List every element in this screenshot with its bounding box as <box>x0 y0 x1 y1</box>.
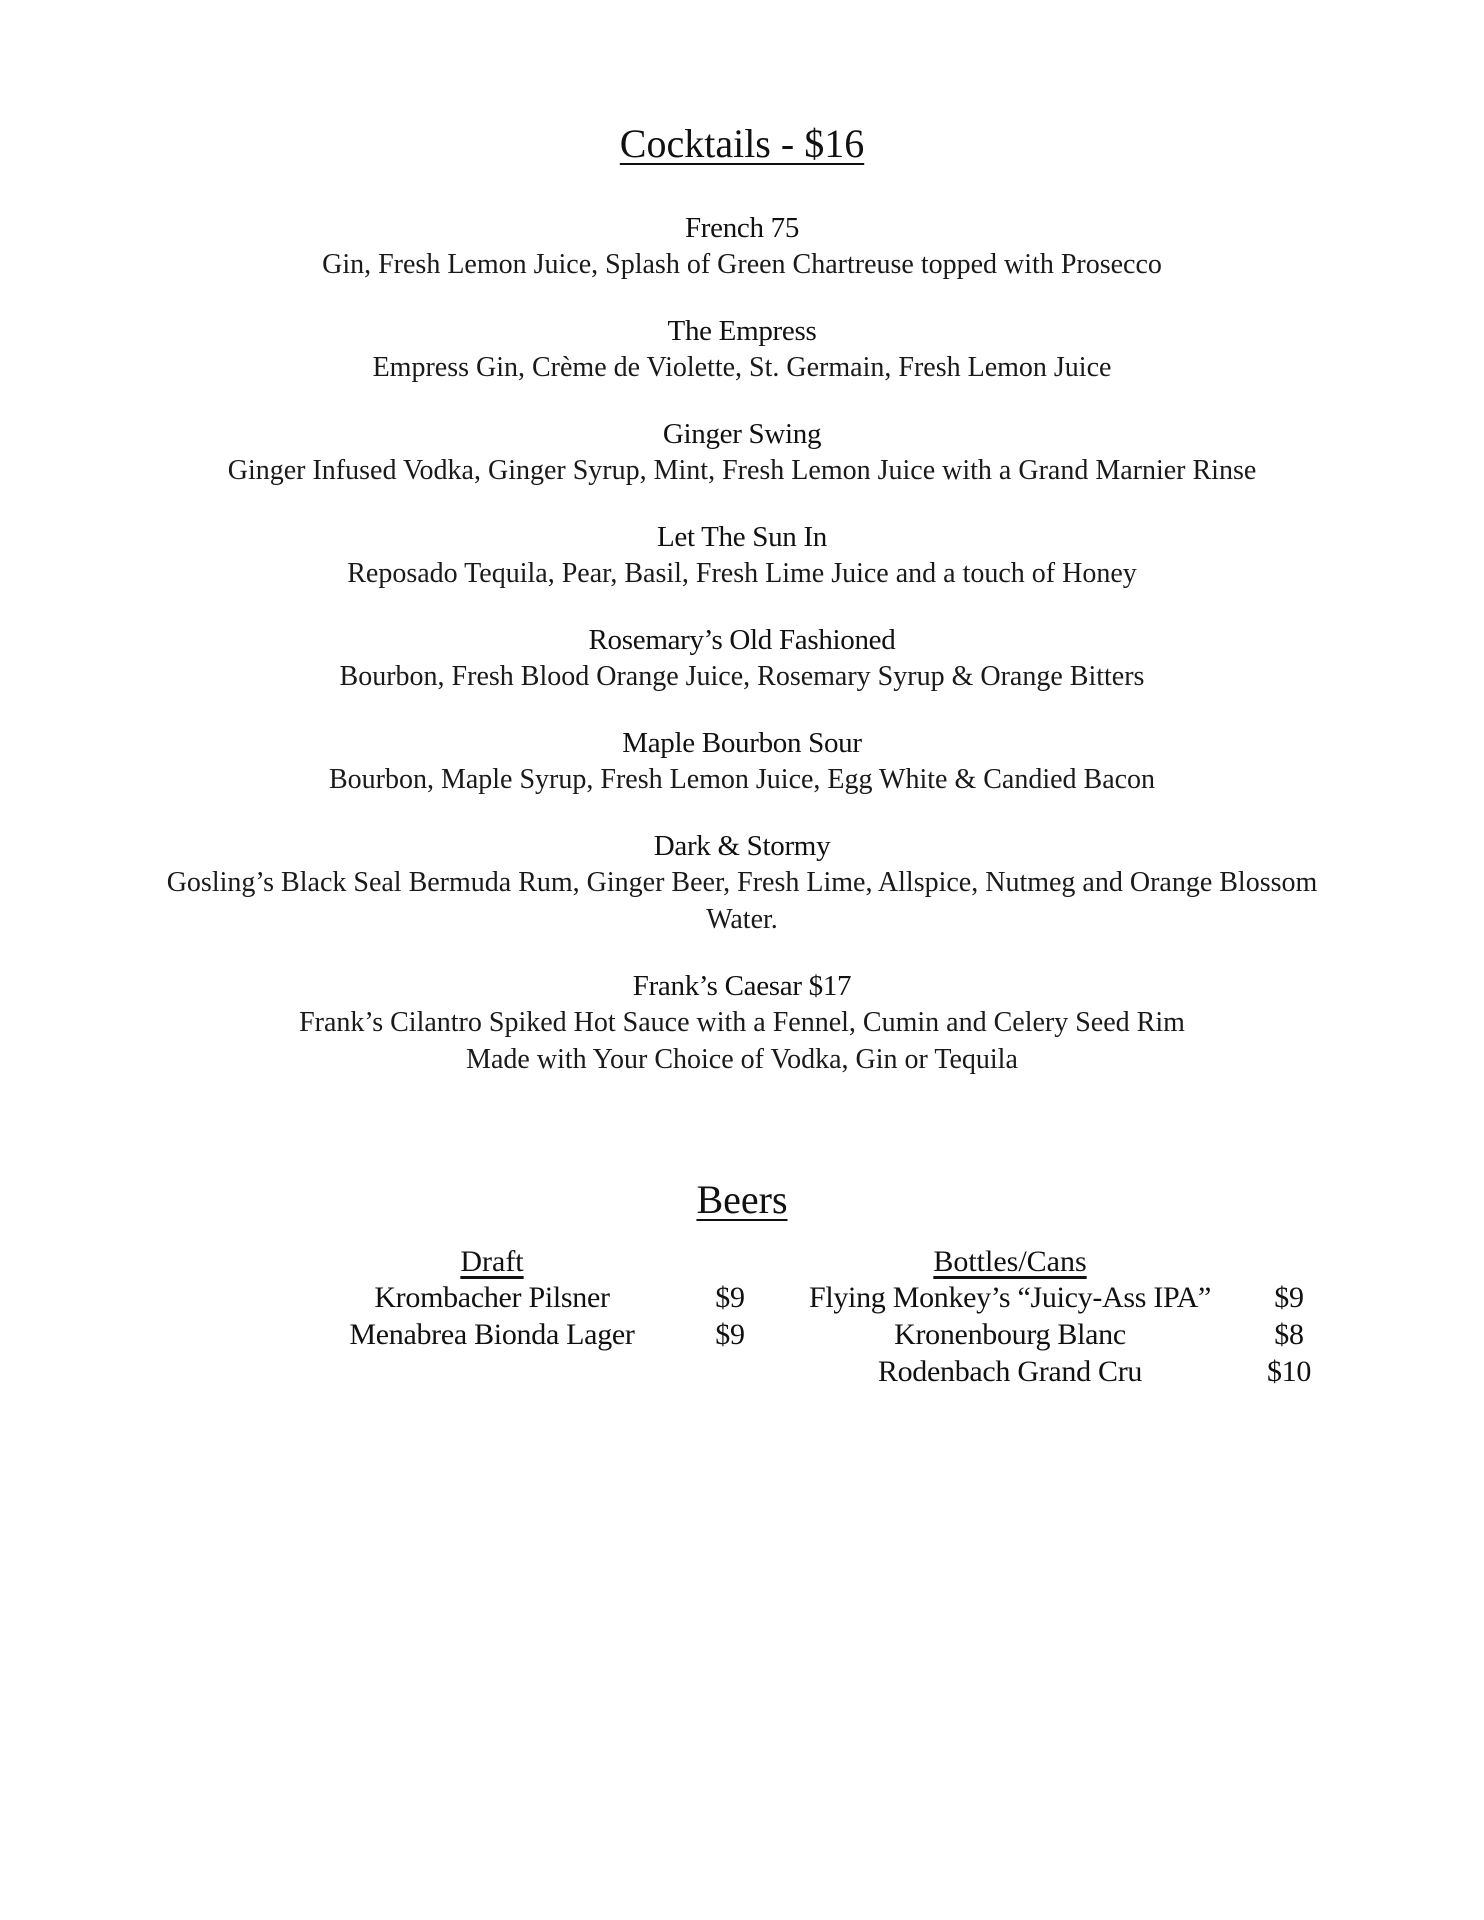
cocktail-item <box>60 968 1424 1078</box>
beer-name: Krombacher Pilsner <box>374 1281 610 1314</box>
cocktail-description-continued: Made with Your Choice of Vodka, Gin or Tequila <box>466 1044 1018 1075</box>
cocktails-section-title: Cocktails - $16 <box>619 121 865 166</box>
cocktail-name: Let The Sun In <box>656 521 828 553</box>
beer-price: $9 <box>1274 1281 1304 1314</box>
cocktail-description: Empress Gin, Crème de Violette, St. Germain, Fresh Lemon Juice <box>372 352 1112 383</box>
cocktail-item <box>60 416 1424 489</box>
bottles-cans-heading: Bottles/Cans <box>933 1245 1087 1278</box>
cocktail-item <box>60 725 1424 798</box>
beer-name: Flying Monkey’s “Juicy-Ass IPA” <box>808 1281 1212 1314</box>
cocktail-name: Frank’s Caesar $17 <box>632 970 852 1002</box>
cocktail-item <box>60 210 1424 283</box>
cocktail-name: The Empress <box>667 315 817 347</box>
beer-price: $10 <box>1266 1355 1312 1388</box>
cocktail-name: Dark & Stormy <box>653 830 831 862</box>
cocktail-list <box>60 210 1424 1108</box>
beer-name: Menabrea Bionda Lager <box>349 1318 635 1351</box>
cocktail-item <box>60 519 1424 592</box>
cocktail-description-continued: Water. <box>706 904 778 935</box>
cocktail-description: Reposado Tequila, Pear, Basil, Fresh Lime Juice and a touch of Honey <box>347 558 1137 589</box>
cocktail-name: French 75 <box>684 212 800 244</box>
cocktail-name: Ginger Swing <box>662 418 822 450</box>
cocktail-name: Rosemary’s Old Fashioned <box>588 624 896 656</box>
cocktail-description: Bourbon, Maple Syrup, Fresh Lemon Juice, Egg White & Candied Bacon <box>328 764 1156 795</box>
beers-section-title: Beers <box>696 1177 788 1222</box>
cocktail-description: Gin, Fresh Lemon Juice, Splash of Green Chartreuse topped with Prosecco <box>322 249 1162 280</box>
beer-price: $8 <box>1274 1318 1304 1351</box>
beer-name: Rodenbach Grand Cru <box>877 1355 1143 1388</box>
cocktail-description: Ginger Infused Vodka, Ginger Syrup, Mint, Fresh Lemon Juice with a Grand Marnier Rinse <box>227 455 1257 486</box>
beer-name: Kronenbourg Blanc <box>894 1318 1126 1351</box>
cocktail-item <box>60 828 1424 938</box>
cocktail-name: Maple Bourbon Sour <box>622 727 862 759</box>
draft-heading: Draft <box>460 1245 524 1278</box>
cocktail-item <box>60 313 1424 386</box>
cocktail-description: Bourbon, Fresh Blood Orange Juice, Rosemary Syrup & Orange Bitters <box>339 661 1145 692</box>
beer-price: $9 <box>715 1281 745 1314</box>
beer-price: $9 <box>715 1318 745 1351</box>
cocktail-item <box>60 622 1424 695</box>
cocktail-description: Frank’s Cilantro Spiked Hot Sauce with a Fennel, Cumin and Celery Seed Rim <box>299 1007 1185 1038</box>
cocktail-description: Gosling’s Black Seal Bermuda Rum, Ginger Beer, Fresh Lime, Allspice, Nutmeg and Orange Blossom <box>166 867 1318 898</box>
